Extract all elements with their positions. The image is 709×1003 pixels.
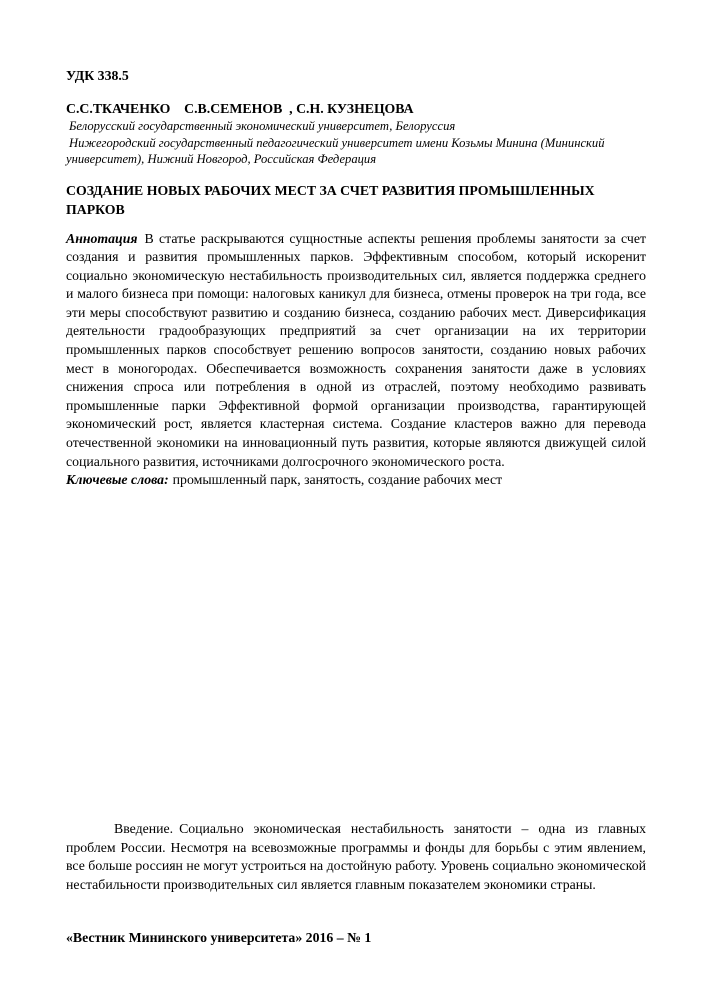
introduction-paragraph [66, 820, 646, 894]
affiliation-minin-university: Нижегородский государственный педагогический университет имени Козьмы Минина (Мининский университет), Нижний Новгород, Российская Федерация [66, 135, 605, 166]
keywords-label: Ключевые слова: [66, 472, 169, 488]
keywords-line [66, 471, 646, 490]
introduction-lead: Введение. [114, 821, 174, 836]
journal-footer: «Вестник Мининского университета» 2016 – № 1 [66, 930, 372, 945]
affiliation-belarus: Белорусский государственный экономический университет, Белоруссия [69, 119, 456, 133]
affiliations [66, 118, 646, 168]
article-title: СОЗДАНИЕ НОВЫХ РАБОЧИХ МЕСТ ЗА СЧЕТ РАЗВИТИЯ ПРОМЫШЛЕННЫХ ПАРКОВ [66, 182, 595, 217]
abstract-paragraph [66, 230, 646, 472]
udc-code: УДК 338.5 [66, 68, 129, 83]
introduction-text: Социально экономическая нестабильность занятости – одна из главных проблем России. Несмотря на всевозможные программы и фонды для борьбы с этим явлением, все больше россиян не могут устроиться на достойную работу. Уровень социально экономической нестабильности производительных сил является главным показателем экономики страны. [66, 821, 646, 892]
abstract-label: Аннотация [66, 230, 138, 246]
abstract-text: В статье раскрываются сущностные аспекты решения проблемы занятости за счет создания и развития промышленных парков. Эффективным способом, который искоренит социально экономическую нестабильность производительных сил, является поддержка среднего и малого бизнеса при помощи: налоговых каникул для бизнеса, отмены проверок на три года, все эти меры способствуют развитию и созданию бизнеса, созданию рабочих мест. Диверсификация деятельности градообразующих предприятий за счет организации на их территории промышленных парков способствует решению вопросов занятости, созданию новых рабочих мест в моногородах. Обеспечивается возможность сохранения занятости даже в условиях снижения спроса или потребления в одной из отраслей, поэтому необходимо развивать промышленные парки Эффективной формой организации производства, гарантирующей экономический рост, является кластерная система. Создание кластеров важно для перевода отечественной экономики на инновационный путь развития, которые являются движущей силой социального развития, источниками долгосрочного экономического роста. [66, 230, 646, 469]
keywords-text: промышленный парк, занятость, создание рабочих мест [172, 472, 503, 488]
authors-line: С.С.ТКАЧЕНКО С.В.СЕМЕНОВ , С.Н. КУЗНЕЦОВА [66, 101, 414, 116]
